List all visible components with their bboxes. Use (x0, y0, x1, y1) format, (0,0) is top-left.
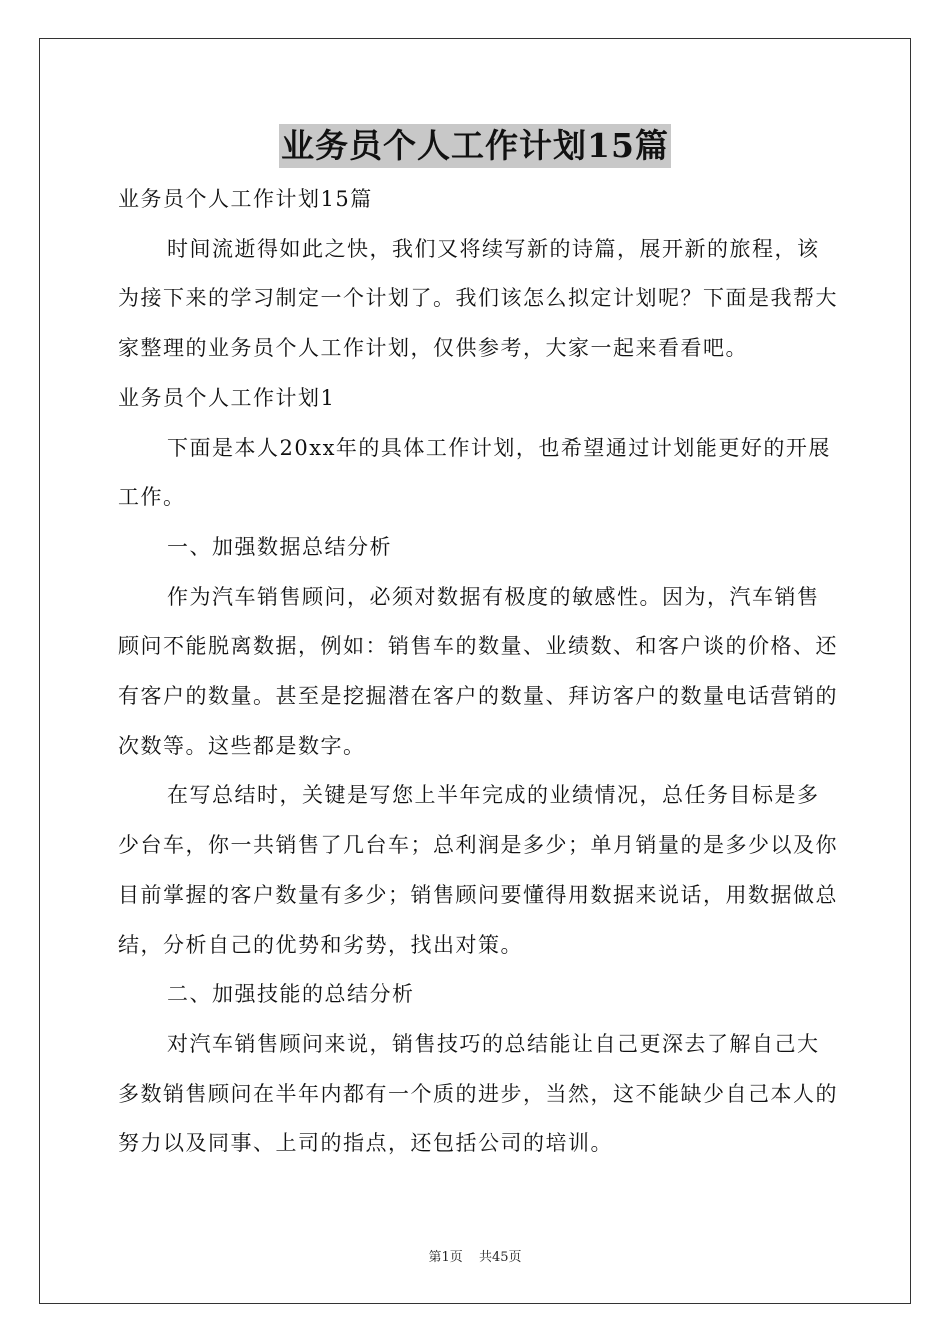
page-total: 共45页 (478, 1250, 522, 1265)
summary-paragraph: 在写总结时，关键是写您上半年完成的业绩情况，总任务目标是多少台车，你一共销售了几台车；总利润是多少；单月销量的是多少以及你目前掌握的客户数量有多少；销售顾问要懂得用数据来说话，用数据做总结，分析自己的优势和劣势，找出对策。 (118, 783, 838, 957)
document-title-wrapper (0, 124, 950, 168)
subtitle-line: 业务员个人工作计划15篇 (118, 187, 373, 211)
subheading-skills-analysis: 二、加强技能的总结分析 (167, 982, 415, 1007)
document-body (118, 175, 838, 1169)
plan-paragraph: 下面是本人20xx年的具体工作计划，也希望通过计划能更好的开展工作。 (118, 435, 831, 510)
section-heading-1: 业务员个人工作计划1 (118, 385, 336, 410)
intro-paragraph: 时间流逝得如此之快，我们又将续写新的诗篇，展开新的旅程，该为接下来的学习制定一个计划了。我们该怎么拟定计划呢？下面是我帮大家整理的业务员个人工作计划，仅供参考，大家一起来看看吧。 (118, 236, 838, 361)
page-number: 第1页 (428, 1250, 463, 1265)
data-paragraph: 作为汽车销售顾问，必须对数据有极度的敏感性。因为，汽车销售顾问不能脱离数据，例如：销售车的数量、业绩数、和客户谈的价格、还有客户的数量。甚至是挖掘潜在客户的数量、拜访客户的数量电话营销的次数等。这些都是数字。 (118, 584, 838, 758)
skills-paragraph: 对汽车销售顾问来说，销售技巧的总结能让自己更深去了解自己大多数销售顾问在半年内都有一个质的进步，当然，这不能缺少自己本人的努力以及同事、上司的指点，还包括公司的培训。 (118, 1031, 838, 1156)
subheading-data-analysis: 一、加强数据总结分析 (167, 534, 392, 559)
page-footer (0, 1246, 950, 1265)
document-title: 业务员个人工作计划15篇 (279, 124, 671, 168)
